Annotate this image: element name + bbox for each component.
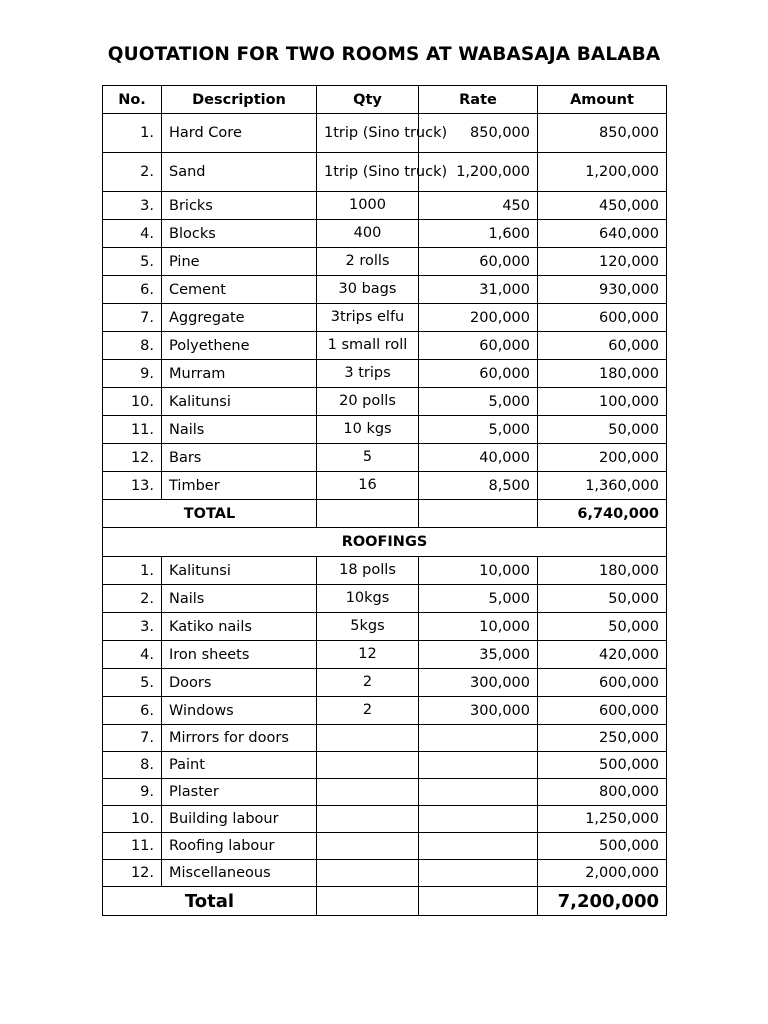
item-qty: 30 bags: [317, 276, 419, 304]
item-no: 3.: [103, 192, 162, 220]
column-header-amount: Amount: [538, 86, 667, 114]
table-row: [103, 248, 667, 276]
item-amount: 250,000: [538, 725, 667, 752]
item-rate: 5,000: [419, 585, 538, 613]
item-qty: 5kgs: [317, 613, 419, 641]
item-description: Polyethene: [162, 332, 317, 360]
item-qty: 1trip (Sino truck): [317, 153, 419, 192]
item-qty: 5: [317, 444, 419, 472]
column-header-no: No.: [103, 86, 162, 114]
item-amount: 100,000: [538, 388, 667, 416]
item-amount: 420,000: [538, 641, 667, 669]
table-row: [103, 779, 667, 806]
item-description: Nails: [162, 585, 317, 613]
grand-total-label: Total: [103, 887, 317, 916]
item-rate: 8,500: [419, 472, 538, 500]
item-qty: 2 rolls: [317, 248, 419, 276]
table-row: [103, 860, 667, 887]
grand-total-empty-qty: [317, 887, 419, 916]
item-amount: 600,000: [538, 697, 667, 725]
item-no: 9.: [103, 779, 162, 806]
item-amount: 1,200,000: [538, 153, 667, 192]
item-rate: [419, 752, 538, 779]
item-rate: 10,000: [419, 557, 538, 585]
item-description: Bars: [162, 444, 317, 472]
subtotal-row: [103, 500, 667, 528]
item-amount: 500,000: [538, 833, 667, 860]
item-no: 4.: [103, 220, 162, 248]
table-row: [103, 332, 667, 360]
item-amount: 200,000: [538, 444, 667, 472]
item-rate: [419, 833, 538, 860]
item-no: 13.: [103, 472, 162, 500]
grand-total-amount: 7,200,000: [538, 887, 667, 916]
item-description: Aggregate: [162, 304, 317, 332]
roofing-section-row: [103, 528, 667, 557]
item-rate: [419, 806, 538, 833]
roofing-section-heading: ROOFINGS: [103, 528, 667, 557]
item-amount: 2,000,000: [538, 860, 667, 887]
item-qty: [317, 779, 419, 806]
item-rate: 40,000: [419, 444, 538, 472]
item-no: 1.: [103, 557, 162, 585]
item-rate: 1,600: [419, 220, 538, 248]
item-qty: 16: [317, 472, 419, 500]
item-amount: 50,000: [538, 416, 667, 444]
item-qty: 1 small roll: [317, 332, 419, 360]
item-description: Plaster: [162, 779, 317, 806]
item-no: 11.: [103, 833, 162, 860]
item-amount: 120,000: [538, 248, 667, 276]
item-no: 7.: [103, 725, 162, 752]
item-qty: [317, 806, 419, 833]
item-no: 4.: [103, 641, 162, 669]
item-qty: [317, 860, 419, 887]
item-rate: [419, 779, 538, 806]
item-description: Blocks: [162, 220, 317, 248]
table-row: [103, 725, 667, 752]
item-qty: 10kgs: [317, 585, 419, 613]
item-qty: [317, 752, 419, 779]
item-amount: 450,000: [538, 192, 667, 220]
item-no: 8.: [103, 752, 162, 779]
item-rate: 31,000: [419, 276, 538, 304]
subtotal-amount: 6,740,000: [538, 500, 667, 528]
column-header-qty: Qty: [317, 86, 419, 114]
item-description: Sand: [162, 153, 317, 192]
item-rate: 5,000: [419, 416, 538, 444]
item-qty: 18 polls: [317, 557, 419, 585]
item-description: Bricks: [162, 192, 317, 220]
item-description: Iron sheets: [162, 641, 317, 669]
item-amount: 50,000: [538, 613, 667, 641]
table-row: [103, 444, 667, 472]
table-row: [103, 360, 667, 388]
item-description: Building labour: [162, 806, 317, 833]
item-description: Pine: [162, 248, 317, 276]
subtotal-empty-rate: [419, 500, 538, 528]
subtotal-empty-qty: [317, 500, 419, 528]
table-row: [103, 114, 667, 153]
item-amount: 850,000: [538, 114, 667, 153]
item-amount: 50,000: [538, 585, 667, 613]
item-amount: 640,000: [538, 220, 667, 248]
item-description: Kalitunsi: [162, 557, 317, 585]
item-description: Roofing labour: [162, 833, 317, 860]
item-amount: 180,000: [538, 557, 667, 585]
item-rate: 10,000: [419, 613, 538, 641]
item-description: Nails: [162, 416, 317, 444]
item-amount: 60,000: [538, 332, 667, 360]
item-description: Windows: [162, 697, 317, 725]
table-row: [103, 641, 667, 669]
item-rate: 450: [419, 192, 538, 220]
quotation-table: [102, 85, 667, 916]
table-row: [103, 192, 667, 220]
item-no: 2.: [103, 153, 162, 192]
table-row: [103, 416, 667, 444]
table-row: [103, 806, 667, 833]
table-row: [103, 833, 667, 860]
subtotal-label: TOTAL: [103, 500, 317, 528]
item-no: 1.: [103, 114, 162, 153]
table-row: [103, 752, 667, 779]
item-rate: 60,000: [419, 248, 538, 276]
item-qty: [317, 725, 419, 752]
table-row: [103, 697, 667, 725]
grand-total-row: [103, 887, 667, 916]
item-rate: 200,000: [419, 304, 538, 332]
item-qty: 20 polls: [317, 388, 419, 416]
item-no: 9.: [103, 360, 162, 388]
item-qty: 3trips elfu: [317, 304, 419, 332]
item-no: 12.: [103, 444, 162, 472]
item-rate: 850,000: [419, 114, 538, 153]
item-qty: 1000: [317, 192, 419, 220]
item-no: 6.: [103, 697, 162, 725]
item-description: Hard Core: [162, 114, 317, 153]
item-rate: 1,200,000: [419, 153, 538, 192]
item-amount: 800,000: [538, 779, 667, 806]
item-rate: 300,000: [419, 697, 538, 725]
item-amount: 500,000: [538, 752, 667, 779]
item-description: Kalitunsi: [162, 388, 317, 416]
item-description: Timber: [162, 472, 317, 500]
item-amount: 1,250,000: [538, 806, 667, 833]
item-rate: 5,000: [419, 388, 538, 416]
table-row: [103, 220, 667, 248]
item-description: Murram: [162, 360, 317, 388]
document-title: QUOTATION FOR TWO ROOMS AT WABASAJA BALABA: [107, 44, 661, 65]
table-row: [103, 304, 667, 332]
item-amount: 1,360,000: [538, 472, 667, 500]
item-description: Katiko nails: [162, 613, 317, 641]
item-rate: 60,000: [419, 360, 538, 388]
item-no: 5.: [103, 248, 162, 276]
item-no: 2.: [103, 585, 162, 613]
item-rate: [419, 860, 538, 887]
item-qty: 1trip (Sino truck): [317, 114, 419, 153]
item-amount: 600,000: [538, 669, 667, 697]
item-qty: 10 kgs: [317, 416, 419, 444]
item-description: Doors: [162, 669, 317, 697]
item-qty: 2: [317, 697, 419, 725]
grand-total-empty-rate: [419, 887, 538, 916]
item-no: 5.: [103, 669, 162, 697]
item-no: 11.: [103, 416, 162, 444]
item-description: Miscellaneous: [162, 860, 317, 887]
item-qty: 3 trips: [317, 360, 419, 388]
item-no: 3.: [103, 613, 162, 641]
item-amount: 930,000: [538, 276, 667, 304]
table-row: [103, 613, 667, 641]
item-amount: 600,000: [538, 304, 667, 332]
table-row: [103, 276, 667, 304]
item-qty: 400: [317, 220, 419, 248]
item-rate: [419, 725, 538, 752]
item-description: Cement: [162, 276, 317, 304]
table-row: [103, 557, 667, 585]
item-qty: 2: [317, 669, 419, 697]
table-row: [103, 472, 667, 500]
item-rate: 300,000: [419, 669, 538, 697]
item-description: Mirrors for doors: [162, 725, 317, 752]
column-header-description: Description: [162, 86, 317, 114]
item-no: 12.: [103, 860, 162, 887]
item-rate: 60,000: [419, 332, 538, 360]
item-no: 10.: [103, 806, 162, 833]
item-qty: 12: [317, 641, 419, 669]
item-no: 7.: [103, 304, 162, 332]
column-header-rate: Rate: [419, 86, 538, 114]
table-row: [103, 669, 667, 697]
header-row: [103, 86, 667, 114]
table-row: [103, 153, 667, 192]
table-row: [103, 388, 667, 416]
item-no: 6.: [103, 276, 162, 304]
item-no: 10.: [103, 388, 162, 416]
item-description: Paint: [162, 752, 317, 779]
table-row: [103, 585, 667, 613]
item-rate: 35,000: [419, 641, 538, 669]
item-qty: [317, 833, 419, 860]
item-amount: 180,000: [538, 360, 667, 388]
item-no: 8.: [103, 332, 162, 360]
